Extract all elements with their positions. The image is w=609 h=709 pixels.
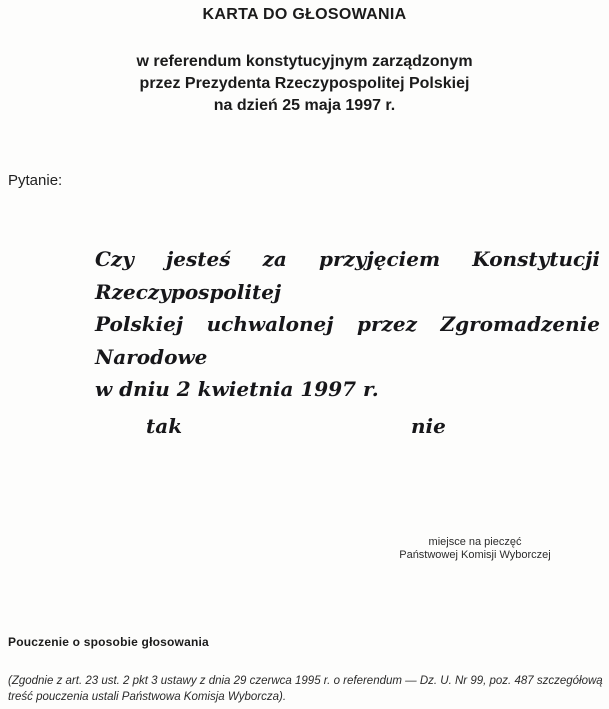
question-line: Polskiej uchwalonej przez Zgromadzenie Narodowe <box>95 312 600 369</box>
vote-option-no[interactable]: nie <box>411 414 446 438</box>
legal-note <box>8 674 608 705</box>
instructions-heading: Pouczenie o sposobie głosowania <box>8 635 209 649</box>
subtitle-line: przez Prezydenta Rzeczypospolitej Polskiej <box>139 75 470 92</box>
stamp-placeholder-note <box>363 536 587 561</box>
legal-note-line: (Zgodnie z art. 23 ust. 2 pkt 3 ustawy z dnia 29 czerwca 1995 r. o referendum — Dz. U. Nr 99, poz. 487 szczegółową <box>8 675 603 687</box>
question-label: Pytanie: <box>8 172 63 189</box>
page-title: KARTA DO GŁOSOWANIA <box>202 6 407 23</box>
question-line: w dniu 2 kwietnia 1997 r. <box>95 377 379 401</box>
question-line: Czy jesteś za przyjęciem Konstytucji Rzeczypospolitej <box>95 247 600 304</box>
legal-note-line: treść pouczenia ustali Państwowa Komisja Wyborcza). <box>8 690 287 703</box>
ballot-subtitle <box>0 51 609 117</box>
subtitle-line: na dzień 25 maja 1997 r. <box>213 97 396 114</box>
subtitle-line: w referendum konstytucyjnym zarządzonym <box>136 53 473 70</box>
question-text <box>95 243 600 406</box>
stamp-note-line: Państwowej Komisji Wyborczej <box>399 548 551 561</box>
stamp-note-line: miejsce na pieczęć <box>428 536 522 548</box>
vote-option-yes[interactable]: tak <box>146 414 183 438</box>
